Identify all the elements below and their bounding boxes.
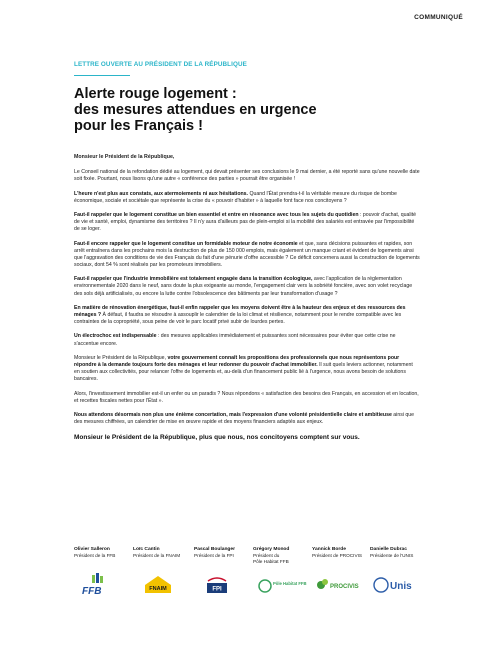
signer-role: Président du [253, 553, 280, 558]
signer-ffb [74, 547, 130, 597]
signer-name: Loïc Cantin [133, 547, 160, 552]
unis-logo-text: Unis [390, 581, 412, 592]
signer-role: Président de la FPI [194, 553, 234, 558]
pole-habitat-logo [257, 575, 307, 597]
paragraph-2-text: Quand l'État prendra-t-il la véritable mesure du risque de bombe économique, sociale et sociétale que représente la crise du « pouvoir d'habiter » à laquelle font face nos concitoyens ? [74, 190, 397, 204]
signer-procivis [312, 547, 368, 590]
paragraph-4 [74, 241, 420, 269]
closing-line: Monsieur le Président de la République, plus que nous, nos concitoyens comptent sur vous. [74, 433, 360, 441]
letter-body [74, 154, 420, 449]
title-line-2: des mesures attendues en urgence [74, 102, 317, 118]
paragraph-7-lead: Un électrochoc est indispensable [74, 333, 157, 340]
title-line-1: Alerte rouge logement : [74, 86, 237, 102]
fpi-logo-text: FPI [212, 586, 222, 593]
fpi-logo [202, 573, 232, 597]
paragraph-7-text: : des mesures applicables immédiatement et puissantes sont nécessaires pour éviter que cette crise ne s'accentue encore. [74, 333, 396, 347]
kicker-divider [74, 75, 130, 76]
paragraph-2-lead: L'heure n'est plus aux constats, aux atermoiements ni aux hésitations. [74, 190, 248, 197]
unis-logo [372, 573, 412, 597]
signer-role: Président de la FNAIM [133, 553, 181, 558]
paragraph-6 [74, 305, 420, 326]
signer-name: Pascal Boulanger [194, 547, 236, 552]
paragraph-8-intro: Monsieur le Président de la République, [74, 354, 168, 361]
paragraph-6-text: À défaut, il faudra se résoudre à assouplir le calendrier de la loi climat et résilience, notamment pour le rendre compatible avec les contraintes de la copropriété, sous peine de voir le parc locatif privé subir de lourdes pertes. [74, 311, 402, 326]
paragraph-3 [74, 212, 420, 233]
ffb-logo-text: FFB [82, 586, 102, 597]
fnaim-logo [141, 573, 175, 597]
signer-role-line-2: Pôle Habitat FFB [253, 559, 289, 564]
signer-unis [370, 547, 426, 592]
paragraph-4-lead: Faut-il encore rappeler que le logement constitue un formidable moteur de notre économie [74, 240, 298, 247]
signatories [74, 547, 424, 607]
paragraph-4-text: et que, sans décisions puissantes et rapides, son arrêt entraînera dans les prochains mois la destruction de plus de 150 000 emplois, mais également un manque criant et évident de logements ainsi que l'aggravation des conditions de vie des Français du fait d'une pénurie d'offre accessible ? Ce déficit concernera aussi la construction de logements sociaux, dont 54 % sont réalisés par les promoteurs immobiliers. [74, 240, 420, 268]
ffb-logo [80, 573, 108, 597]
paragraph-8-text: Il suit quels leviers actionner, notamment en soutien aux collectivités, pour relancer l'offre de logements et, au-delà d'un financement public lié à l'urgence, nous avons besoin de solutions bancaires. [74, 362, 413, 383]
paragraph-3-text: : pouvoir d'achat, qualité de vie et santé, emploi, dynamisme des territoires ? Il n'y aura d'ailleurs pas de plein-emploi si la mobilité des salariés est entravée par l'impossibilité de se loger. [74, 212, 417, 233]
paragraph-8-lead: votre gouvernement connaît les propositions des professionnels que nous représentons pour répondre à la demande toujours forte des ménages et leur redonner du pouvoir d'achat immobilier. [74, 354, 400, 369]
fnaim-logo-text: FNAIM [149, 586, 167, 592]
paragraph-10-text: ainsi que des mesures chiffrées, un calendrier de mise en œuvre rapide et des moyens financiers adaptés aux enjeux. [74, 412, 415, 426]
paragraph-1: Le Conseil national de la refondation dédié au logement, qui devait présenter ses conclusions le 9 mai dernier, a été reporté sans qu'une nouvelle date soit fixée. Pourtant, nous lisons qu'une autre « conférence des parties » pourrait être organisée ! [74, 169, 420, 183]
paragraph-10 [74, 412, 420, 426]
signer-fnaim [133, 547, 189, 592]
kicker-heading: LETTRE OUVERTE AU PRÉSIDENT DE LA RÉPUBLIQUE [74, 61, 247, 68]
signer-role: Président de PROCIVIS [312, 553, 363, 558]
paragraph-8 [74, 355, 420, 383]
procivis-logo [314, 573, 358, 597]
signer-role: Présidente de l'UNIS [370, 553, 414, 558]
signer-fpi [194, 547, 250, 593]
paragraph-7 [74, 333, 420, 347]
paragraph-3-lead: Faut-il rappeler que le logement constitue un bien essentiel et entre en résonance avec tous les sujets du quotidien [74, 212, 359, 219]
signer-name: Danielle Dubrac [370, 547, 407, 552]
signer-pole-habitat [253, 547, 309, 586]
title-line-3: pour les Français ! [74, 118, 203, 134]
procivis-logo-text: PROCIVIS [330, 584, 359, 590]
page-title [74, 86, 434, 134]
paragraph-5-text: avec l'application de la réglementation environnementale 2020 dans le neuf, sans doute la plus exigeante au monde, l'engagement clair vers la sobriété foncière, avec son volet recyclage des sols déjà artificialisés, ou encore la lutte contre l'obsolescence des bâtiments par leur transformation d'usage ? [74, 276, 413, 297]
paragraph-10-lead: Nous attendons désormais non plus une énième concertation, mais l'expression d'une volonté présidentielle claire et ambitieuse [74, 412, 392, 419]
paragraph-6-lead: En matière de rénovation énergétique, faut-il enfin rappeler que les moyens doivent être à la hauteur des enjeux et des ressources des ménages ? [74, 304, 406, 318]
paragraph-5-lead: Faut-il rappeler que l'industrie immobilière est totalement engagée dans la transition écologique, [74, 276, 313, 283]
signer-role: Président de la FFB [74, 553, 116, 558]
signer-name: Yannick Borde [312, 547, 346, 552]
paragraph-2 [74, 191, 420, 205]
salutation: Monsieur le Président de la République, [74, 154, 175, 160]
signer-name: Olivier Salleron [74, 547, 110, 552]
paragraph-9: Alors, l'investissement immobilier est-il un enfer ou un paradis ? Nous répondons « satisfaction des besoins des Français, en accession et en location, et recettes fiscales nettes pour l'État ». [74, 390, 419, 404]
signer-name: Grégory Monod [253, 547, 290, 552]
communique-tag: COMMUNIQUÉ [414, 14, 463, 21]
pole-habitat-logo-text: Pôle Habitat FFB [273, 581, 307, 586]
paragraph-5 [74, 276, 420, 297]
